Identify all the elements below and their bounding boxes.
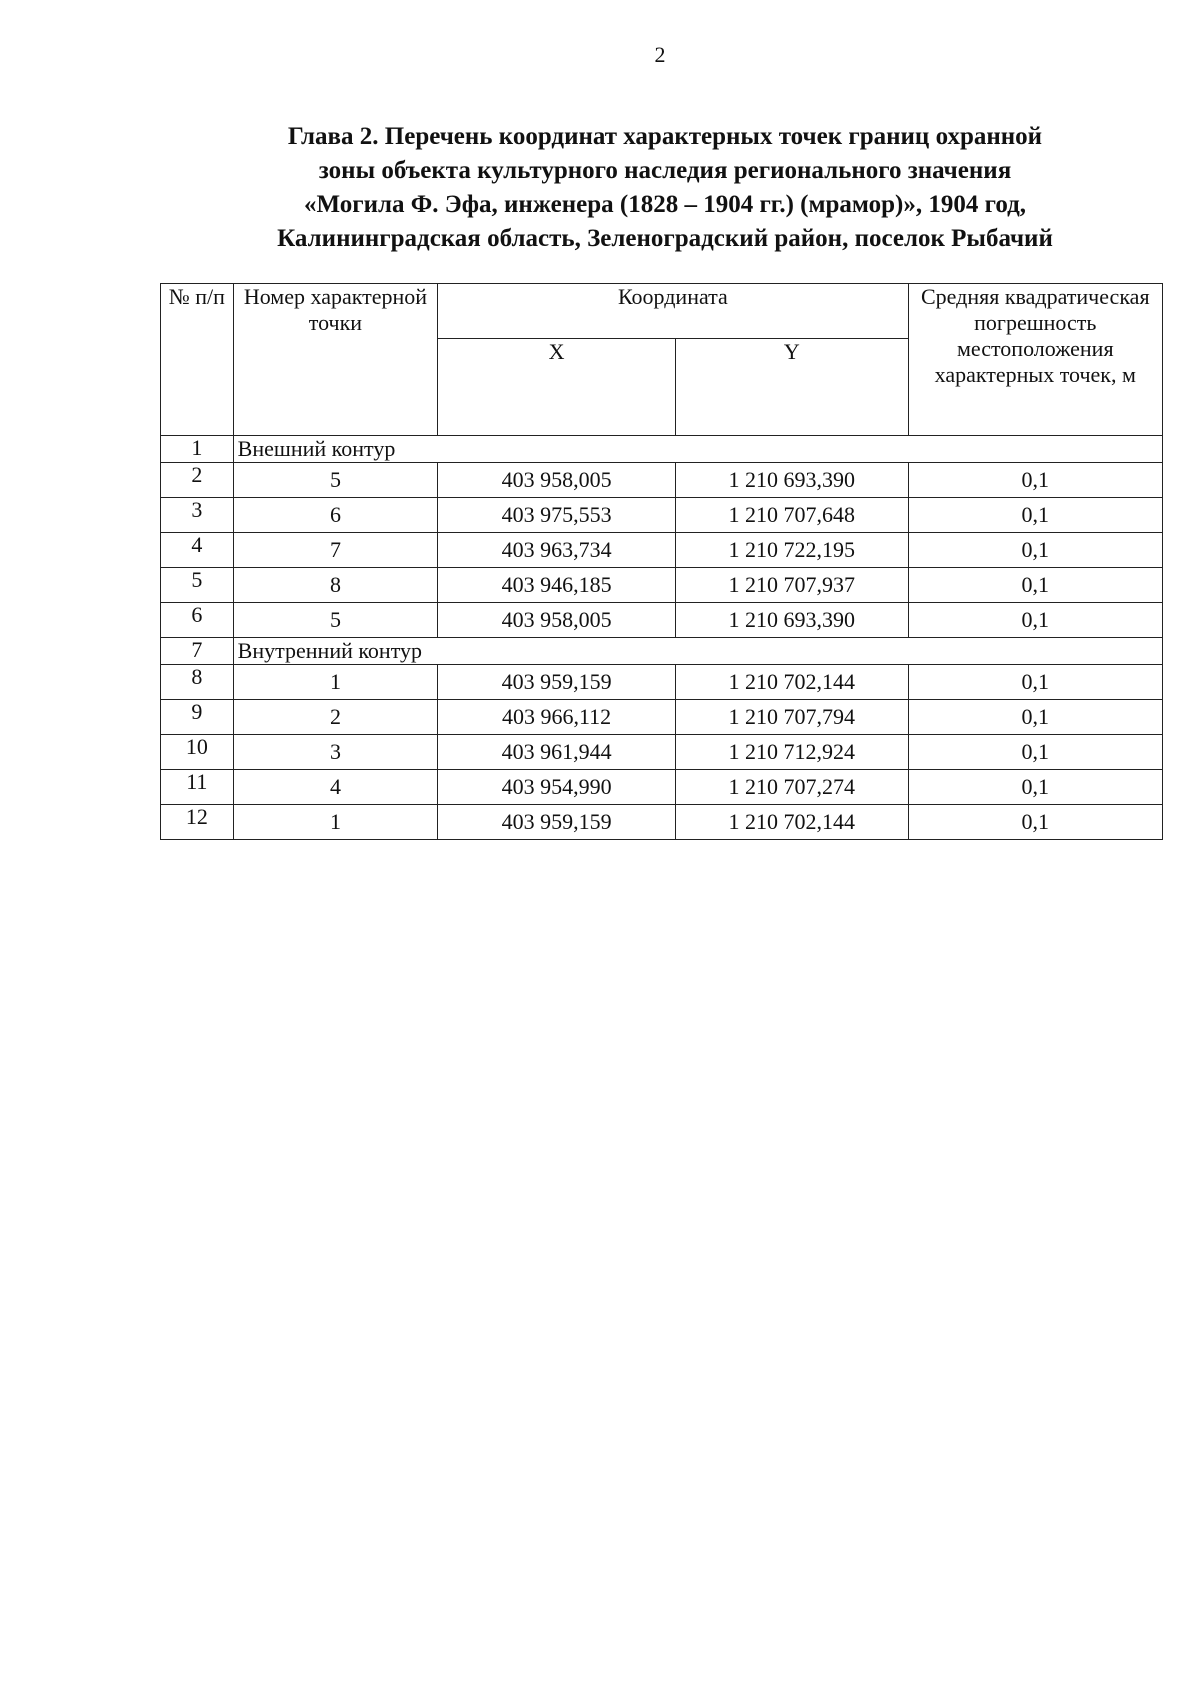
coord-y: 1 210 702,144 [675,665,908,700]
table-row [161,498,1163,533]
coord-x: 403 961,944 [438,735,676,770]
row-number: 9 [161,700,234,735]
coord-x: 403 954,990 [438,770,676,805]
header-point-number: Номер характерной точки [233,284,438,436]
coord-x: 403 958,005 [438,463,676,498]
table-row [161,805,1163,840]
error-value: 0,1 [908,805,1162,840]
coord-y: 1 210 707,937 [675,568,908,603]
error-value: 0,1 [908,533,1162,568]
row-number: 10 [161,735,234,770]
row-number: 6 [161,603,234,638]
section-row-inner [161,638,1163,665]
coord-y: 1 210 693,390 [675,603,908,638]
section-label: Внешний контур [233,436,1162,463]
header-y: Y [675,339,908,436]
table-row [161,735,1163,770]
coord-y: 1 210 702,144 [675,805,908,840]
row-number: 1 [161,436,234,463]
point-number: 1 [233,805,438,840]
row-number: 5 [161,568,234,603]
point-number: 4 [233,770,438,805]
header-error: Средняя квадратическая погрешность местоположения характерных точек, м [908,284,1162,436]
point-number: 3 [233,735,438,770]
chapter-title-line: Глава 2. Перечень координат характерных точек границ охранной [287,123,1043,150]
table-body [161,436,1163,840]
coord-y: 1 210 693,390 [675,463,908,498]
error-value: 0,1 [908,603,1162,638]
error-value: 0,1 [908,735,1162,770]
chapter-title-line: зоны объекта культурного наследия регионального значения [318,157,1012,184]
header-number: № п/п [161,284,234,436]
coord-y: 1 210 707,274 [675,770,908,805]
coord-x: 403 946,185 [438,568,676,603]
coordinates-table [160,283,1163,840]
coord-x: 403 963,734 [438,533,676,568]
row-number: 2 [161,463,234,498]
table-row [161,568,1163,603]
chapter-title-line: Калининградская область, Зеленоградский район, поселок Рыбачий [277,225,1053,252]
header-coordinate: Координата [438,284,908,339]
coord-y: 1 210 707,648 [675,498,908,533]
error-value: 0,1 [908,700,1162,735]
point-number: 2 [233,700,438,735]
coord-x: 403 959,159 [438,665,676,700]
coord-y: 1 210 722,195 [675,533,908,568]
coord-x: 403 959,159 [438,805,676,840]
error-value: 0,1 [908,770,1162,805]
row-number: 7 [161,638,234,665]
point-number: 1 [233,665,438,700]
coord-y: 1 210 707,794 [675,700,908,735]
section-row-outer [161,436,1163,463]
point-number: 8 [233,568,438,603]
table-row [161,463,1163,498]
error-value: 0,1 [908,498,1162,533]
error-value: 0,1 [908,463,1162,498]
header-x: X [438,339,676,436]
coord-x: 403 958,005 [438,603,676,638]
chapter-title [190,120,1140,256]
row-number: 3 [161,498,234,533]
coord-x: 403 966,112 [438,700,676,735]
chapter-title-line: «Могила Ф. Эфа, инженера (1828 – 1904 гг.) (мрамор)», 1904 год, [303,191,1026,218]
coord-x: 403 975,553 [438,498,676,533]
row-number: 4 [161,533,234,568]
coord-y: 1 210 712,924 [675,735,908,770]
section-label: Внутренний контур [233,638,1162,665]
point-number: 7 [233,533,438,568]
point-number: 6 [233,498,438,533]
row-number: 12 [161,805,234,840]
page-number: 2 [654,42,666,67]
error-value: 0,1 [908,665,1162,700]
table-row [161,603,1163,638]
point-number: 5 [233,463,438,498]
table-header [161,284,1163,436]
table-row [161,700,1163,735]
row-number: 11 [161,770,234,805]
table-row [161,665,1163,700]
row-number: 8 [161,665,234,700]
table-row [161,533,1163,568]
error-value: 0,1 [908,568,1162,603]
point-number: 5 [233,603,438,638]
table-row [161,770,1163,805]
